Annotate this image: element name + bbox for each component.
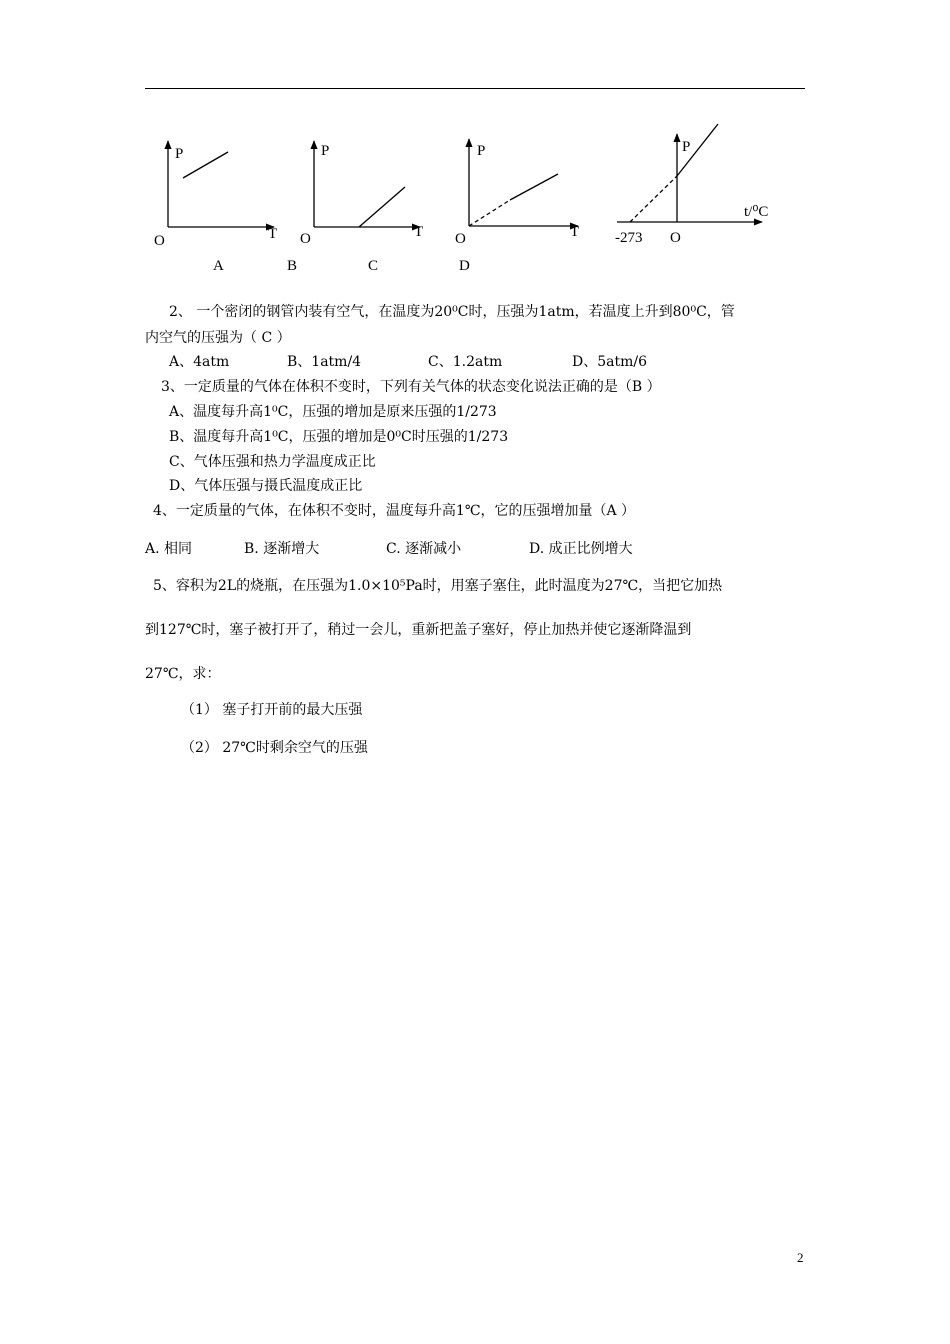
graph-c-p-label: P [477, 143, 486, 159]
graph-a-p-label: P [175, 146, 184, 162]
graph-d-axis-label: t/⁰C [744, 204, 769, 220]
q3-option-b: B、温度每升高1⁰C，压强的增加是0⁰C时压强的1/273 [169, 429, 509, 445]
q2-option-c: C、1.2atm [428, 354, 503, 370]
graph-a-t-label: T [268, 226, 278, 242]
graph-d [615, 124, 768, 246]
caption-d: D [459, 258, 470, 274]
graph-b-p-label: P [321, 143, 330, 159]
q5-sub2: （2） 27℃时剩余空气的压强 [181, 740, 368, 756]
q3-option-d: D、气体压强与摄氏温度成正比 [169, 478, 363, 494]
q2-line1: 2、 一个密闭的钢管内装有空气，在温度为20⁰C时，压强为1atm，若温度上升到80⁰C，管 [169, 304, 735, 320]
graph-d-origin: O [670, 230, 681, 246]
graph-b-line [359, 187, 405, 227]
q5-line3: 27℃，求： [145, 666, 221, 682]
q2-option-d: D、5atm/6 [572, 354, 648, 370]
page-number: 2 [797, 1250, 804, 1265]
graph-b [300, 141, 423, 247]
q4-option-a: A. 相同 [145, 541, 193, 557]
caption-b: B [287, 258, 298, 274]
graph-c-dashed-line [469, 200, 510, 226]
pt-graphs [0, 0, 950, 290]
graph-b-t-label: T [414, 224, 424, 240]
q3-option-a: A、温度每升高1⁰C，压强的增加是原来压强的1/273 [169, 404, 497, 420]
graph-b-origin: O [300, 231, 311, 247]
graph-c [455, 139, 579, 247]
q4-option-c: C. 逐渐减小 [386, 541, 462, 557]
caption-a: A [213, 258, 224, 274]
graph-d-minus273: -273 [615, 230, 643, 246]
q3-stem: 3、一定质量的气体在体积不变时，下列有关气体的状态变化说法正确的是（B ） [161, 379, 661, 395]
graph-a-line [183, 152, 228, 178]
q3-option-c: C、气体压强和热力学温度成正比 [169, 454, 376, 470]
q4-option-b: B. 逐渐增大 [244, 541, 320, 557]
q2-option-a: A、4atm [169, 354, 230, 370]
q4-stem: 4、一定质量的气体，在体积不变时，温度每升高1℃，它的压强增加量（A ） [153, 503, 636, 519]
graph-a [154, 141, 277, 249]
graph-c-solid-line [510, 174, 558, 200]
graph-d-p-label: P [682, 139, 691, 155]
q5-line1: 5、容积为2L的烧瓶，在压强为1.0×10⁵Pa时，用塞子塞住，此时温度为27℃，当把它加热 [153, 578, 723, 594]
q4-option-d: D. 成正比例增大 [529, 541, 633, 557]
graph-c-t-label: T [570, 224, 580, 240]
q5-line2: 到127℃时，塞子被打开了，稍过一会儿，重新把盖子塞好，停止加热并使它逐渐降温到 [145, 622, 692, 638]
q2-option-b: B、1atm/4 [287, 354, 362, 370]
q5-sub1: （1） 塞子打开前的最大压强 [181, 702, 363, 718]
graph-a-origin: O [154, 233, 165, 249]
graph-d-dashed-line [630, 176, 677, 222]
graph-c-origin: O [455, 231, 466, 247]
q2-line2: 内空气的压强为（ C ） [145, 330, 291, 346]
caption-c: C [368, 258, 379, 274]
